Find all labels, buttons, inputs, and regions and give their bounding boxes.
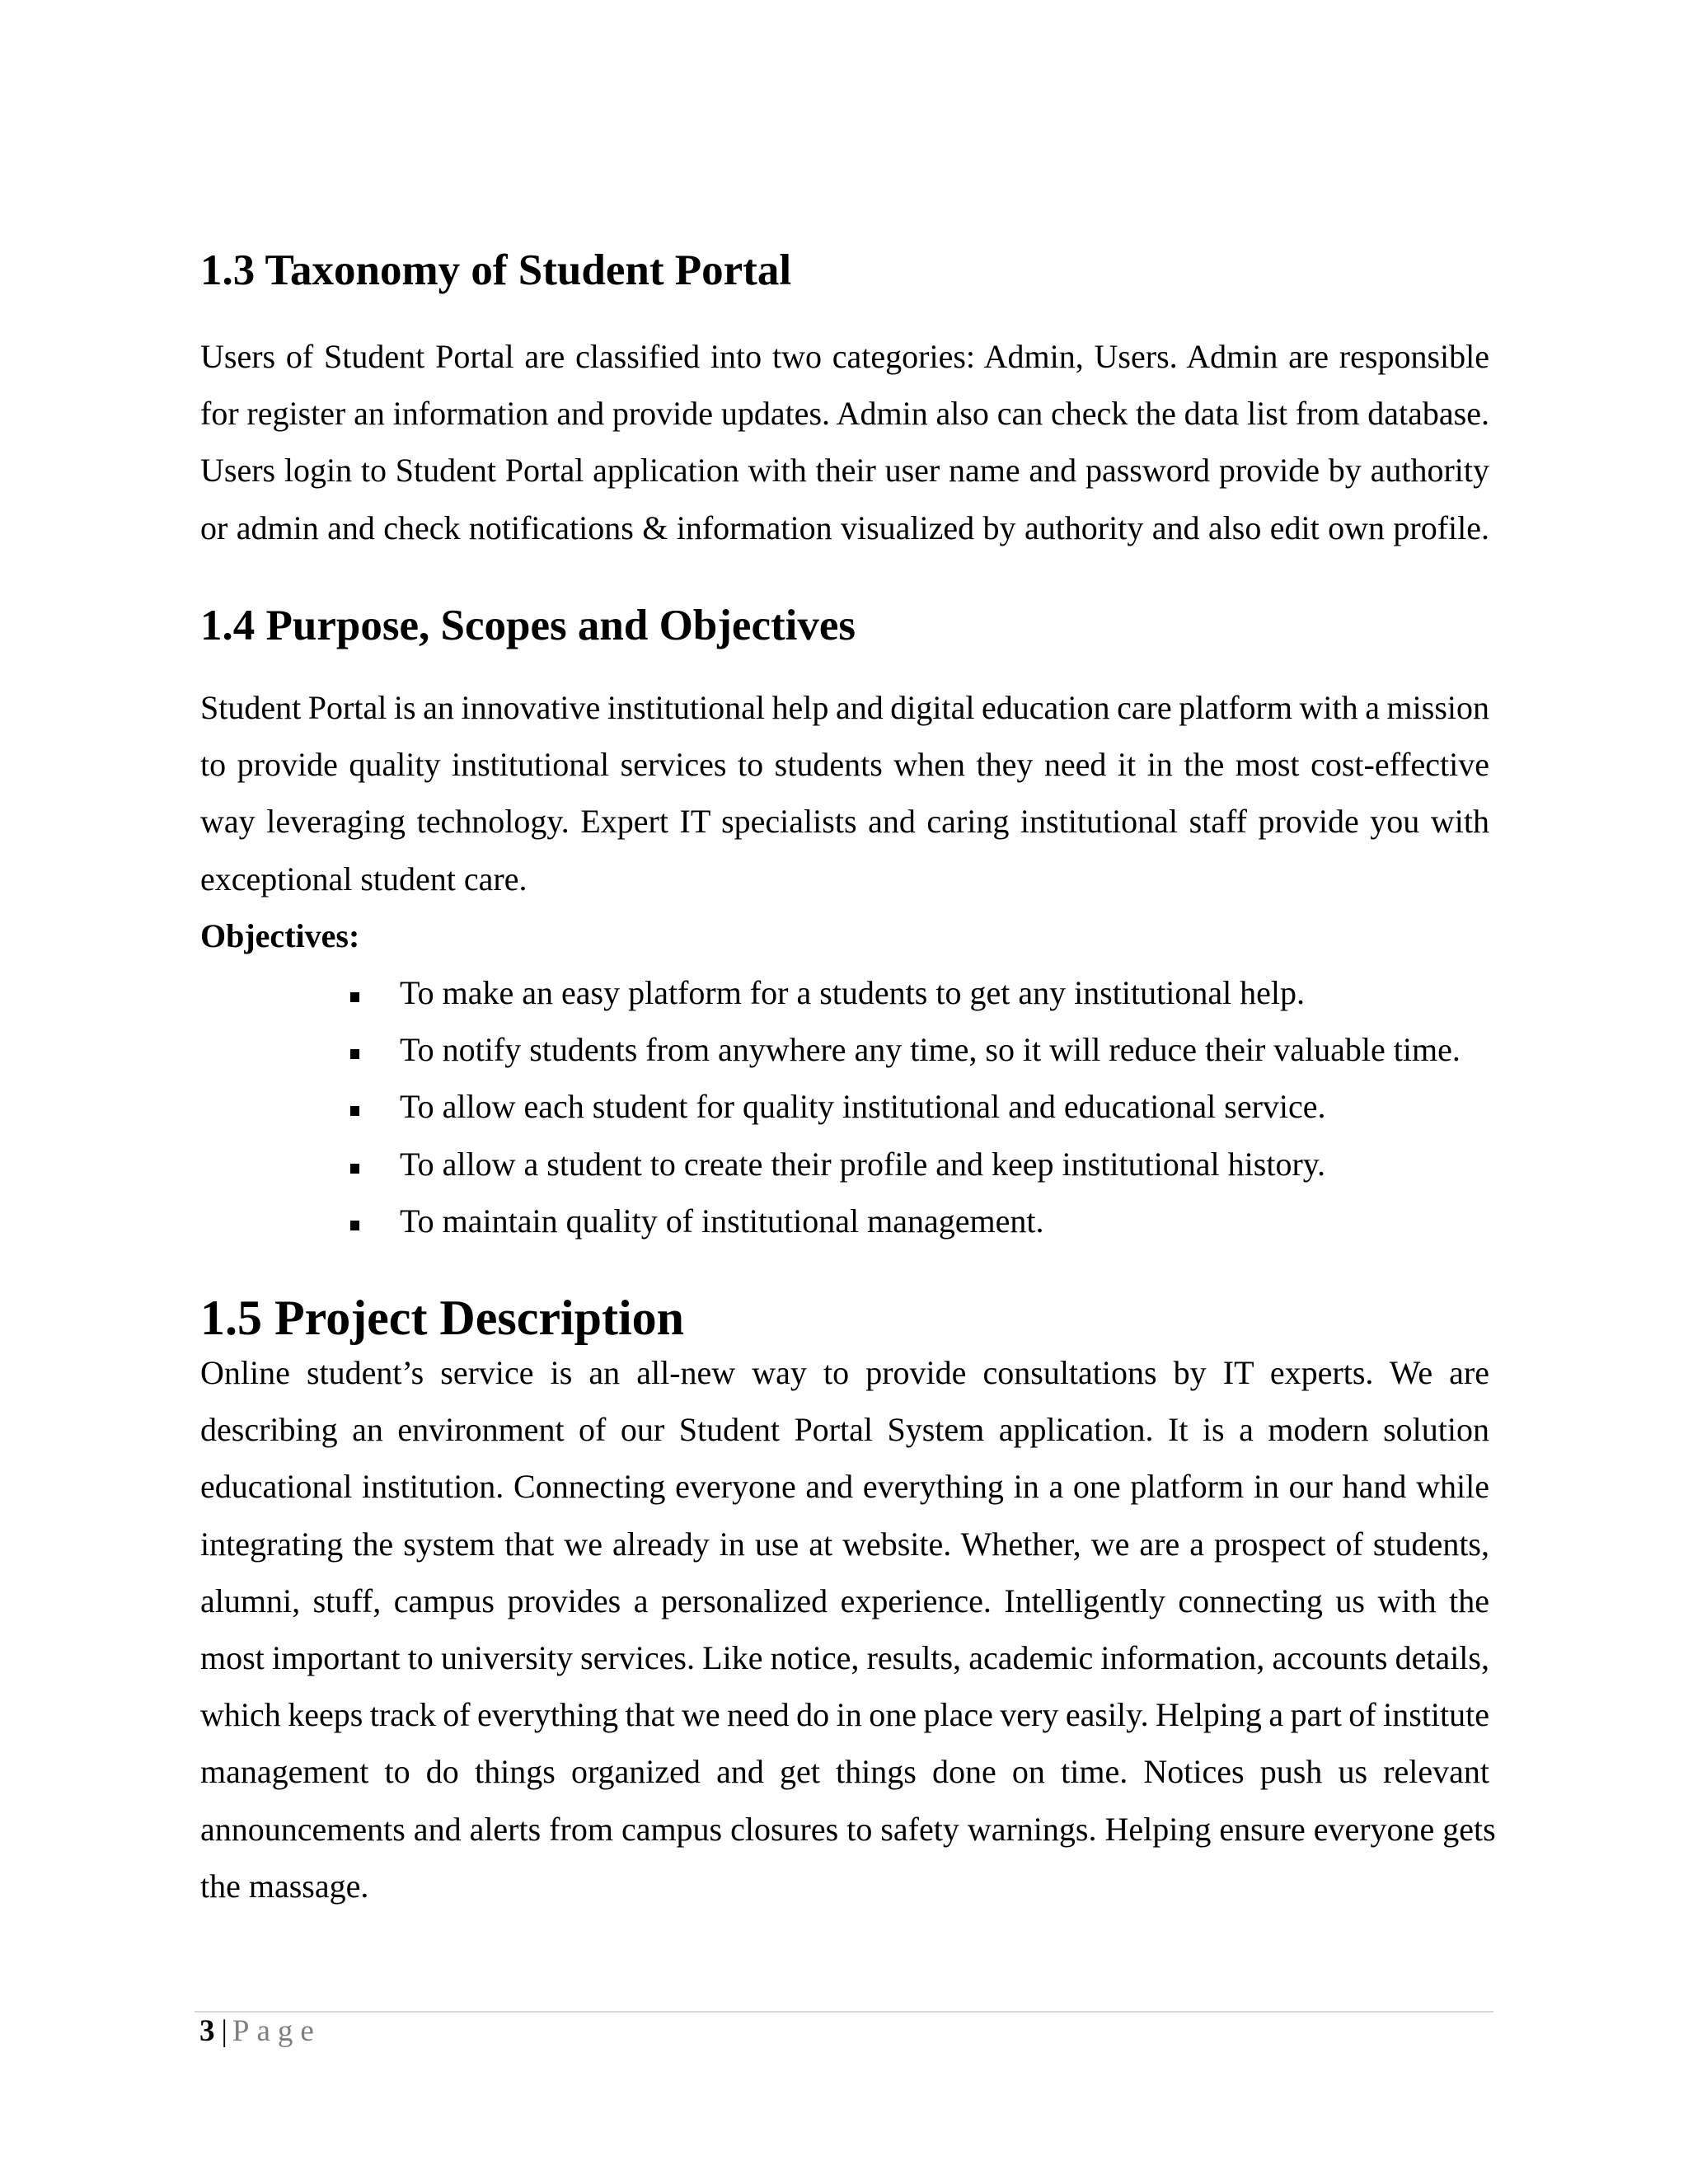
paragraph-line: integrating the system that we already in use at website. Whether, we are a prospect of students, [200,1525,1489,1563]
objectives-list [200,964,1489,1249]
paragraph-line: educational institution. Connecting everyone and everything in a one platform in our hand while [200,1468,1489,1506]
paragraph-line: for register an information and provide updates. Admin also can check the data list from database. [200,395,1489,433]
page-number: 3 [199,2014,215,2048]
objective-text: To notify students from anywhere any time, so it will reduce their valuable time. [400,1031,1461,1069]
page-label: Page [232,2014,321,2048]
objective-text: To maintain quality of institutional management. [400,1202,1044,1240]
square-bullet-icon [350,1106,359,1116]
objective-item [200,1078,1489,1135]
square-bullet-icon [350,1164,359,1174]
section-heading-project-description: 1.5 Project Description [200,1291,685,1345]
objective-item [200,1193,1489,1249]
purpose-paragraph [200,679,1489,1249]
paragraph-line: way leveraging technology. Expert IT specialists and caring institutional staff provide you with [200,803,1489,841]
paragraph-line: which keeps track of everything that we need do in one place very easily. Helping a part of institute [200,1696,1489,1734]
paragraph-line: or admin and check notifications & information visualized by authority and also edit own profile. [200,509,1489,546]
paragraph-line: Users login to Student Portal application with their user name and password provide by authority [200,452,1489,490]
footer-separator: | [221,2014,227,2048]
project-description-paragraph [200,1344,1496,1915]
square-bullet-icon [350,1049,359,1059]
paragraph-line: to provide quality institutional services to students when they need it in the most cost-effective [200,746,1489,784]
paragraph-line: exceptional student care. [200,860,528,898]
paragraph-line: the massage. [200,1867,369,1905]
objective-item [200,964,1489,1021]
page-footer [199,2016,321,2046]
paragraph-line: management to do things organized and get things done on time. Notices push us relevant [200,1753,1489,1791]
section-heading-purpose: 1.4 Purpose, Scopes and Objectives [200,602,856,649]
objective-text: To make an easy platform for a students to get any institutional help. [400,973,1306,1011]
objective-item [200,1136,1489,1193]
square-bullet-icon [350,992,359,1002]
objective-text: To allow a student to create their profile and keep institutional history. [400,1145,1326,1183]
paragraph-line: announcements and alerts from campus closures to safety warnings. Helping ensure everyone gets [200,1810,1496,1848]
paragraph-line: describing an environment of our Student Portal System application. It is a modern solution [200,1411,1489,1449]
paragraph-line: Online student’s service is an all-new way to provide consultations by IT experts. We are [200,1354,1489,1391]
paragraph-line: Users of Student Portal are classified into two categories: Admin, Users. Admin are responsible [200,338,1489,375]
taxonomy-paragraph [200,328,1489,556]
objective-item [200,1021,1489,1078]
paragraph-line: most important to university services. Like notice, results, academic information, accounts details, [200,1638,1489,1676]
objectives-label: Objectives: [200,916,360,954]
square-bullet-icon [350,1221,359,1230]
footer-divider [195,2011,1493,2013]
objective-text: To allow each student for quality institutional and educational service. [400,1088,1326,1126]
paragraph-line: alumni, stuff, campus provides a personalized experience. Intelligently connecting us with the [200,1582,1489,1619]
paragraph-line: Student Portal is an innovative institutional help and digital education care platform with a mission [200,689,1489,726]
section-heading-taxonomy: 1.3 Taxonomy of Student Portal [200,246,792,294]
